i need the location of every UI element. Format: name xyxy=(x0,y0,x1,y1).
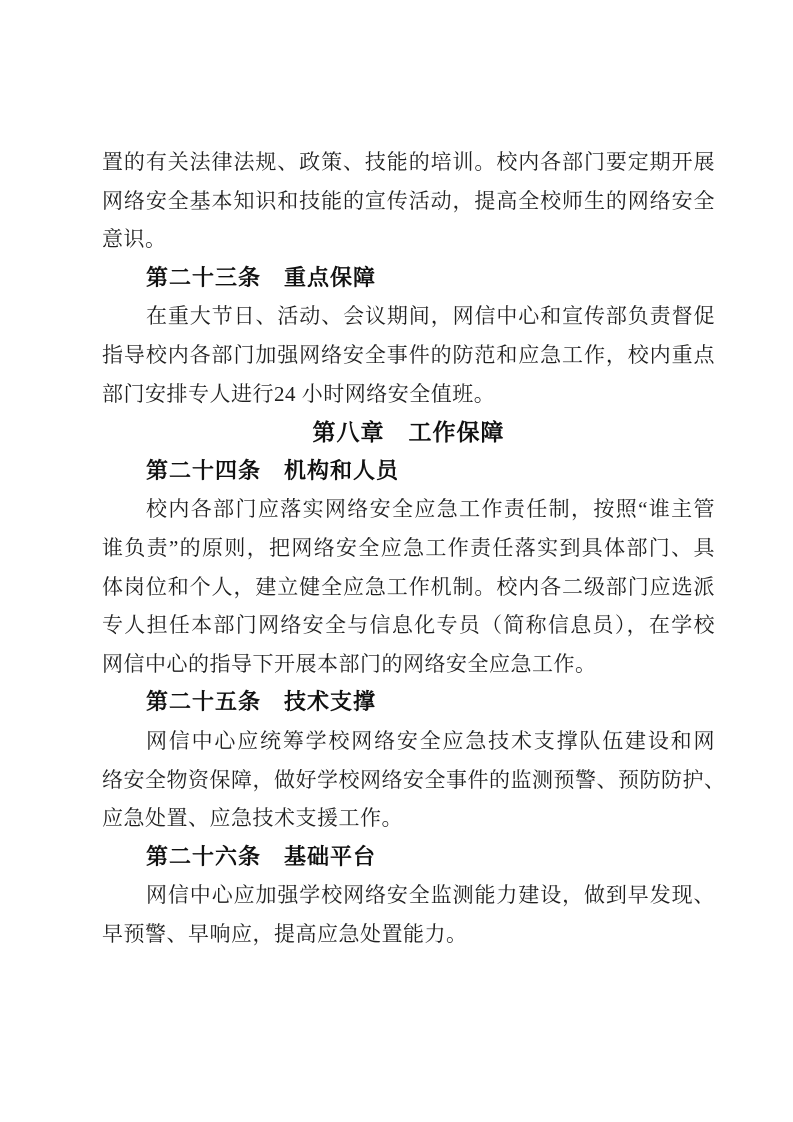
article-25-heading: 第二十五条 技术支撑 xyxy=(146,689,377,715)
paragraph-line: 谁负责”的原则，把网络安全应急工作责任落实到具体部门、具 xyxy=(102,535,715,560)
paragraph-line: 网信中心应加强学校网络安全监测能力建设，做到早发现、 xyxy=(146,883,715,908)
paragraph-line: 早预警、早响应，提高应急处置能力。 xyxy=(102,921,468,946)
article-23-heading: 第二十三条 重点保障 xyxy=(146,264,377,290)
paragraph-line: 指导校内各部门加强网络安全事件的防范和应急工作，校内重点 xyxy=(102,342,715,367)
paragraph-line: 应急处置、应急技术支援工作。 xyxy=(102,806,403,831)
article-26-heading: 第二十六条 基础平台 xyxy=(146,843,377,869)
paragraph-line: 网信中心的指导下开展本部门的网络安全应急工作。 xyxy=(102,651,597,676)
chapter-8-heading: 第八章 工作保障 xyxy=(312,419,505,446)
paragraph-line: 部门安排专人进行24 小时网络安全值班。 xyxy=(102,381,496,406)
paragraph-line: 置的有关法律法规、政策、技能的培训。校内各部门要定期开展 xyxy=(102,150,715,174)
paragraph-line: 校内各部门应落实网络安全应急工作责任制，按照“谁主管 xyxy=(146,497,715,522)
paragraph-line: 专人担任本部门网络安全与信息化专员（简称信息员），在学校 xyxy=(102,613,715,638)
paragraph-line: 网信中心应统筹学校网络安全应急技术支撑队伍建设和网 xyxy=(146,728,715,753)
article-24-heading: 第二十四条 机构和人员 xyxy=(146,457,400,483)
paragraph-line: 络安全物资保障，做好学校网络安全事件的监测预警、预防防护、 xyxy=(102,767,726,792)
paragraph-line: 体岗位和个人，建立健全应急工作机制。校内各二级部门应选派 xyxy=(102,574,715,599)
paragraph-line: 意识。 xyxy=(102,227,167,252)
paragraph-line: 在重大节日、活动、会议期间，网信中心和宣传部负责督促 xyxy=(146,304,715,329)
document-content xyxy=(102,143,726,953)
paragraph-line: 网络安全基本知识和技能的宣传活动，提高全校师生的网络安全 xyxy=(102,188,715,213)
